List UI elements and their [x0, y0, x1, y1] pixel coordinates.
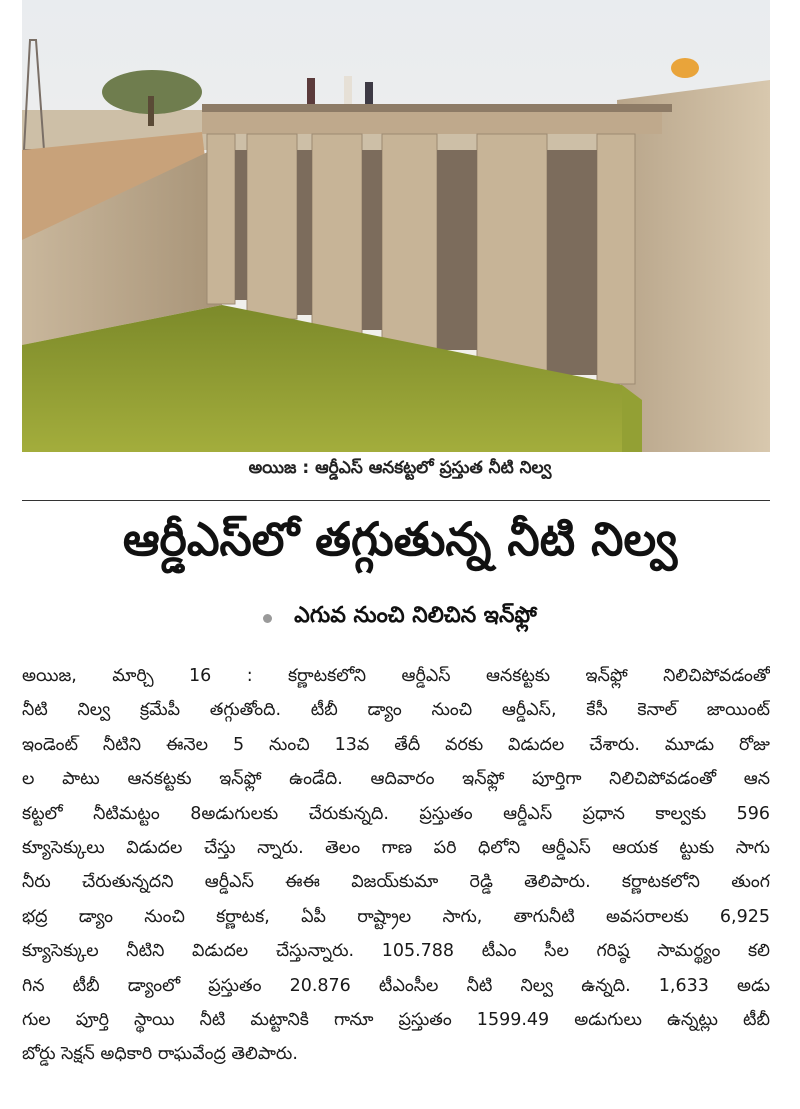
subhead — [0, 603, 800, 633]
body-line: ల పాటు ఆనకట్టకు ఇన్‌ఫ్లో ఉండేది. ఆదివారం ఇన్‌ఫ్లో పూర్తిగా నిలిచిపోవడంతో ఆన — [22, 769, 770, 790]
body-line: అయిజ, మార్చి 16 : కర్ణాటకలోని ఆర్డీఎస్ ఆనకట్టకు ఇన్‌ఫ్లో నిలిచిపోవడంతో — [22, 666, 770, 686]
body-line: బోర్డు సెక్షన్ అధికారి రాఘవేంద్ర తెలిపారు. — [22, 1044, 298, 1065]
body-line: గిన టీబీ డ్యాంలో ప్రస్తుతం 20.876 టీఎంసీల నీటి నిల్వ ఉన్నది. 1,633 అడు — [22, 975, 770, 996]
caption-divider — [22, 500, 770, 501]
body-line: భద్ర డ్యాం నుంచి కర్ణాటక, ఏపీ రాష్ట్రాల సాగు, తాగునీటి అవసరాలకు 6,925 — [22, 906, 770, 927]
photo-caption: అయిజ : ఆర్డీఎస్ ఆనకట్టలో ప్రస్తుత నీటి నిల్వ — [248, 458, 552, 478]
subhead-text: ఎగువ నుంచి నిలిచిన ఇన్‌ఫ్లో — [294, 603, 537, 628]
body-line: కట్టలో నీటిమట్టం 8అడుగులకు చేరుకున్నది. ప్రస్తుతం ఆర్డీఎస్ ప్రధాన కాల్వకు 596 — [22, 803, 770, 824]
body-line: గుల పూర్తి స్థాయి నీటి మట్టానికి గానూ ప్రస్తుతం 1599.49 అడుగులు ఉన్నట్లు టీబీ — [22, 1009, 770, 1030]
article-body — [22, 659, 770, 1072]
body-line: నీరు చేరుతున్నదని ఆర్డీఎస్ ఈఈ విజయ్‌కుమా రెడ్డి తెలిపారు. కర్ణాటకలోని తుంగ — [22, 872, 770, 893]
body-line: క్యూసెక్కులు విడుదల చేస్తు న్నారు. తెలం గాణ పరి ధిలోని ఆర్డీఎస్ ఆయక ట్టుకు సాగు — [22, 837, 770, 858]
body-line: నీటి నిల్వ క్రమేపీ తగ్గుతోంది. టీబీ డ్యాం నుంచి ఆర్డీఎస్, కేసీ కెనాల్ జాయింట్ — [22, 700, 770, 721]
dam-photo — [22, 0, 770, 452]
body-line: ఇండెంట్ నీటిని ఈనెల 5 నుంచి 13వ తేదీ వరకు విడుదల చేశారు. మూడు రోజు — [22, 734, 770, 755]
bullet-icon — [263, 614, 272, 623]
body-line: క్యూసెక్కుల నీటిని విడుదల చేస్తున్నారు. 105.788 టీఎం సీల గరిష్ఠ సామర్థ్యం కలి — [22, 941, 770, 962]
headline: ఆర్డీఎస్‌లో తగ్గుతున్న నీటి నిల్వ — [122, 512, 678, 566]
